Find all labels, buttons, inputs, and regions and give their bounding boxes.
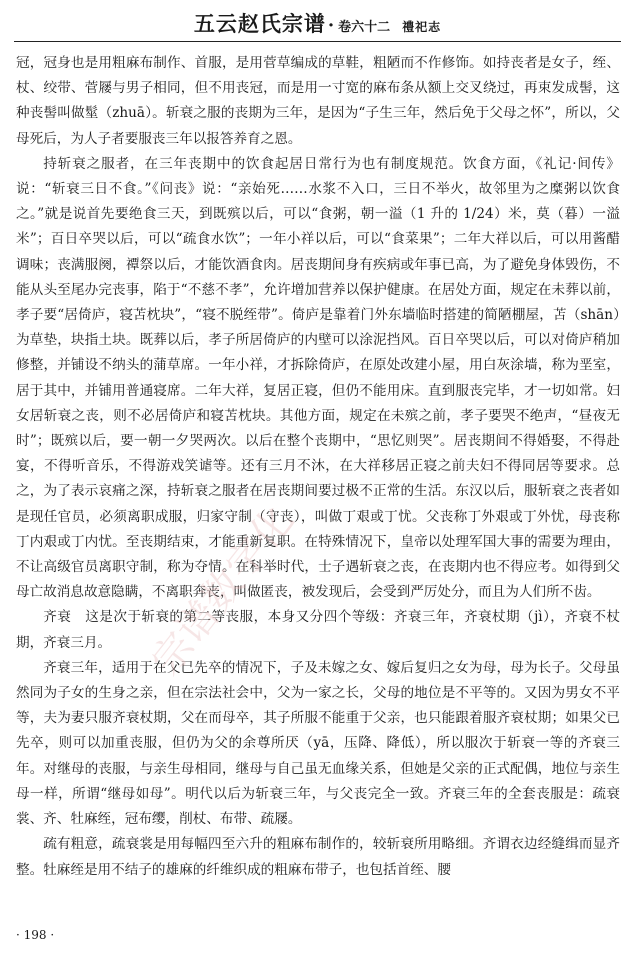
watermark: 宗谱数字化 xyxy=(143,497,303,684)
paragraph: 持斩衰之服者，在三年丧期中的饮食起居日常行为也有制度规范。饮食方面，《礼记·间传》说：“斩衰三日不食。”《问丧》说：“亲始死……水浆不入口，三日不举火，故邻里为之糜粥以饮食之。”就是说首先要绝食三天，到既殡以后，可以“食粥，朝一溢（1 升的 1/24）米，莫（暮）一溢米”；百日卒哭以后，可以“疏食水饮”；一年小祥以后，可以“食菜果”；二年大祥以后，可以用酱醋调味；丧满服阕，禫祭以后，才能饮酒食肉。居丧期间身有疾病或年事已高，为了避免身体毁伤，不能从头至尾办完丧事，陷于“不慈不孝”，允许增加营养以保护健康。在居处方面，规定在未葬以前，孝子要“居倚庐，寝苫枕块”，“寝不脱绖带”。倚庐是靠着门外东墙临时搭建的简陋棚屋，苫（shān）为草垫，块指土块。既葬以后，孝子所居倚庐的内壁可以涂泥挡风。百日卒哭以后，可以对倚庐稍加修整，并铺设不纳头的蒲草席。一年小祥，才拆除倚庐，在原处改建小屋，用白灰涂墙，称为垩室，居于其中，并铺用普通寝席。二年大祥，复居正寝，但仍不能用床。直到服丧完毕，才一切如常。妇女居斩衰之丧，则不必居倚庐和寝苫枕块。其他方面，规定在未殡之前，孝子要哭不绝声，“昼夜无时”；既殡以后，要一朝一夕哭两次。以后在整个丧期中，“思忆则哭”。居丧期间不得婚娶，不得赴宴，不得听音乐，不得游戏笑谑等。还有三月不沐，在大祥移居正寝之前夫妇不得同居等要求。总之，为了表示哀痛之深，持斩衰之服者在居丧期间要过极不正常的生活。东汉以后，服斩衰之丧者如是现任官员，必须离职成服，归家守制（守丧），叫做丁艰或丁忧。父丧称丁外艰或丁外忧，母丧称丁内艰或丁内忧。至丧期结束，才能重新复职。在特殊情况下，皇帝以处理军国大事的需要为理由，不让高级官员离职守制，称为夺情。在科举时代，士子遇斩衰之丧，在丧期内也不得应考。如得到父母亡故消息故意隐瞒，不离职奔丧，叫做匿丧，被发现后，会受到严厉处分，而且为人们所不齿。 xyxy=(16,155,620,601)
volume-label: 卷六十二 xyxy=(338,20,391,35)
page-header xyxy=(0,8,635,38)
title-separator: · xyxy=(327,15,335,36)
paragraph: 冠，冠身也是用粗麻布制作、首服，是用菅草编成的草鞋，粗陋而不作修饰。如持丧者是女子，绖、杖、绞带、菅屦与男子相同，但不用丧冠，而是用一寸宽的麻布条从额上交叉绕过，再束发成髻，这种丧髻叫做髽（zhuā）。斩衰之服的丧期为三年，是因为“子生三年，然后免于父母之怀”，所以，父母死后，为人子者要服丧三年以报答养育之恩。 xyxy=(16,55,620,147)
body-text xyxy=(16,51,620,883)
section-label: 禮祀志 xyxy=(402,20,442,34)
paragraph: 齐衰三年，适用于在父已先卒的情况下，子及未嫁之女、嫁后复归之女为母，母为长子。父母虽然同为子女的生身之亲，但在宗法社会中，父为一家之长，父母的地位是不平等的。又因为男女不平等，夫为妻只服齐衰杖期，父在而母卒，其子所服不能重于父亲，也只能跟着服齐衰杖期；如果父已先卒，则可以加重丧服，但仍为父的余尊所厌（yā，压降、降低），所以服次于斩衰一等的齐衰三年。对继母的丧服，与亲生母相同，继母与自己虽无血缘关系，但她是父亲的正式配偶，地位与亲生母一样，所谓“继母如母”。明代以后为斩衰三年，与父丧完全一致。齐衰三年的全套丧服是：疏衰裳、齐、牡麻绖，冠布缨，削杖、布带、疏屦。 xyxy=(16,659,620,828)
book-title: 五云赵氏宗谱 xyxy=(193,11,326,36)
header-rule xyxy=(14,41,621,42)
paragraph: 疏有粗意，疏衰裳是用每幅四至六升的粗麻布制作的，较斩衰所用略细。齐谓衣边经缝缉而显齐整。牡麻绖是用不结子的雄麻的纤维织成的粗麻布带子，也包括首绖、腰 xyxy=(16,836,620,878)
page-number: · 198 · xyxy=(16,928,55,942)
paragraph: 齐衰 这是次于斩衰的第二等丧服，本身又分四个等级：齐衰三年，齐衰杖期（jì），齐衰不杖期，齐衰三月。 xyxy=(16,609,620,651)
